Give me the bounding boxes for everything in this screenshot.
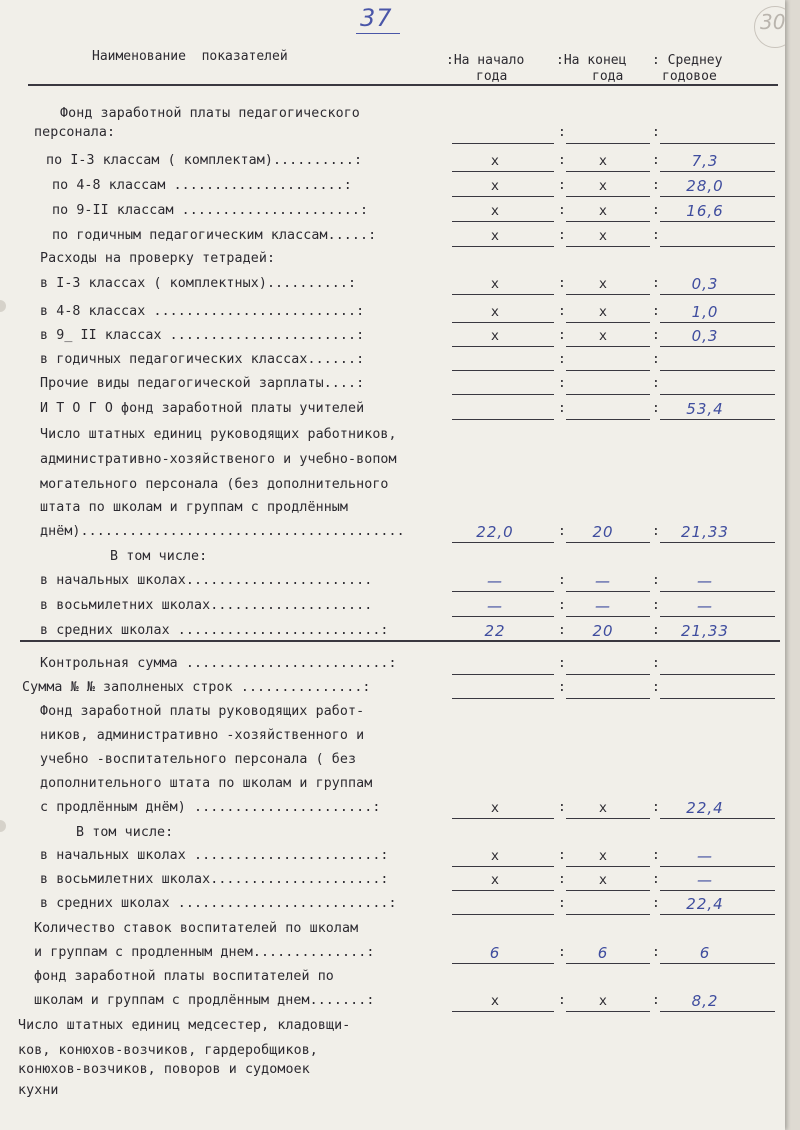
header-start-year-line2: года [476,69,508,84]
column-separator: : [652,304,660,319]
header-end-year-line1: :На конец [556,53,627,68]
table-row [0,845,785,867]
table-row [0,595,785,617]
value-annual-average: — [697,871,713,889]
column-separator: : [652,328,660,343]
row-label: конюхов-возчиков, поворов и судомоек [18,1062,310,1077]
column-separator: : [558,680,566,695]
row-label: административно-хозяйственого и учебно-вопом [40,452,397,467]
table-row [0,773,785,795]
table-row [0,797,785,819]
value-end-of-year: x [598,228,608,244]
column-separator: : [558,328,566,343]
value-underline [566,394,650,395]
row-label: школам и группам с продлённым днем.......: [34,993,375,1008]
value-start-of-year: x [490,993,500,1009]
value-underline [660,370,775,371]
column-separator: : [558,125,566,140]
table-row [0,175,785,197]
value-annual-average: 1,0 [691,303,719,321]
value-start-of-year: x [490,178,500,194]
column-separator: : [558,800,566,815]
value-start-of-year: x [490,800,500,816]
row-label: в средних школах .........................: [40,623,389,638]
table-row [0,122,785,144]
row-label: Контрольная сумма .........................: [40,656,397,671]
value-start-of-year: x [490,848,500,864]
column-separator: : [652,401,660,416]
row-label: днём)........................................ [40,524,405,539]
row-label: Число штатных единиц медсестер, кладовщи- [18,1018,351,1033]
column-separator: : [558,848,566,863]
column-separator: : [558,945,566,960]
value-underline [452,674,554,675]
table-row [0,200,785,222]
row-label: по 4-8 классам .....................: [52,178,352,193]
row-label: В том числе: [76,825,174,840]
header-end-year-line2: года [592,69,624,84]
column-separator: : [558,376,566,391]
row-label: кухни [18,1083,59,1098]
row-label: по 9-II классам ......................: [52,203,369,218]
table-row [0,497,785,519]
row-label: в начальных школах .......................: [40,848,389,863]
row-label: и группам с продленным днем..............: [34,945,375,960]
table-row [0,725,785,747]
column-separator: : [558,573,566,588]
value-annual-average: 0,3 [691,275,719,293]
value-annual-average: 53,4 [686,400,724,418]
row-label: по I-3 классам ( комплектам)..........: [46,153,363,168]
row-label: Прочие виды педагогической зарплаты....: [40,376,365,391]
value-annual-average: 7,3 [691,152,719,170]
value-underline [452,143,554,144]
row-label: дополнительного штата по школам и группам [40,776,373,791]
table-row [0,424,785,446]
value-underline [566,674,650,675]
column-separator: : [652,524,660,539]
table-row [0,1015,785,1037]
value-start-of-year: 22,0 [476,523,514,541]
value-underline [566,370,650,371]
table-row [0,301,785,323]
table-row [0,1080,785,1102]
table-row [0,990,785,1012]
row-label: в восьмилетних школах.................... [40,598,373,613]
row-label: в средних школах ..........................: [40,896,397,911]
row-label: ков, конюхов-возчиков, гардеробщиков, [18,1043,318,1058]
column-separator: : [558,228,566,243]
row-label: в I-3 классах ( комплектных)..........: [40,276,357,291]
corner-page-number: 30 [760,10,785,34]
value-start-of-year: 6 [489,944,501,962]
value-underline [660,698,775,699]
value-start-of-year: x [490,153,500,169]
row-label: с продлённым днём) ......................: [40,800,381,815]
column-separator: : [558,656,566,671]
column-separator: : [558,623,566,638]
table-row [0,1059,785,1081]
value-underline [566,914,650,915]
value-end-of-year: x [598,800,608,816]
column-separator: : [558,896,566,911]
value-start-of-year: x [490,872,500,888]
row-label: Число штатных единиц руководящих работников, [40,427,397,442]
column-separator: : [558,872,566,887]
row-label: Количество ставок воспитателей по школам [34,921,359,936]
column-separator: : [558,276,566,291]
value-annual-average: — [697,597,713,615]
row-label: В том числе: [110,549,208,564]
value-end-of-year: x [598,178,608,194]
table-row [0,546,785,568]
value-end-of-year: — [595,572,611,590]
value-end-of-year: 20 [592,622,614,640]
value-annual-average: 0,3 [691,327,719,345]
column-separator: : [652,125,660,140]
value-start-of-year: x [490,228,500,244]
value-end-of-year: x [598,993,608,1009]
value-underline [566,419,650,420]
value-underline [566,143,650,144]
column-separator: : [558,352,566,367]
row-label: Фонд заработной платы педагогического [60,106,360,121]
table-row [0,474,785,496]
value-underline [452,419,554,420]
value-end-of-year: x [598,203,608,219]
column-separator: : [652,573,660,588]
row-label: учебно -воспитательного персонала ( без [40,752,357,767]
column-separator: : [652,680,660,695]
table-row [0,273,785,295]
table-row [0,677,785,699]
value-annual-average: 21,33 [681,523,729,541]
row-label: в 9_ II классах .......................: [40,328,365,343]
column-separator: : [652,800,660,815]
value-end-of-year: x [598,872,608,888]
page-number: 37 [360,4,393,32]
value-annual-average: 22,4 [686,799,724,817]
value-annual-average: 8,2 [691,992,719,1010]
row-label: Расходы на проверку тетрадей: [40,251,276,266]
column-separator: : [652,656,660,671]
row-label: штата по школам и группам с продлённым [40,500,349,515]
value-annual-average: — [697,847,713,865]
column-separator: : [652,276,660,291]
row-label: персонала: [34,125,116,140]
column-separator: : [652,848,660,863]
table-row [0,248,785,270]
value-underline [566,698,650,699]
table-row [0,653,785,675]
value-start-of-year: x [490,276,500,292]
table-row [0,570,785,592]
header-average-line1: : Среднеу [652,53,723,68]
table-row [0,942,785,964]
value-underline [660,143,775,144]
column-separator: : [558,993,566,1008]
row-label: в начальных школах....................... [40,573,373,588]
column-separator: : [558,153,566,168]
table-row [0,225,785,247]
value-end-of-year: 20 [592,523,614,541]
table-row [0,893,785,915]
row-label: Фонд заработной платы руководящих работ- [40,704,365,719]
value-start-of-year: — [487,597,503,615]
value-annual-average: 21,33 [681,622,729,640]
column-separator: : [558,304,566,319]
column-separator: : [652,376,660,391]
row-label: Сумма № № заполненых строк ...............: [22,680,371,695]
column-separator: : [652,203,660,218]
table-row [0,620,785,642]
header-rule [28,84,778,86]
row-label: в годичных педагогических классах......: [40,352,365,367]
table-row [0,349,785,371]
value-end-of-year: x [598,848,608,864]
column-separator: : [558,524,566,539]
column-separator: : [558,401,566,416]
column-separator: : [652,352,660,367]
value-end-of-year: x [598,276,608,292]
page-number-underline [356,33,400,34]
column-separator: : [652,228,660,243]
row-label: фонд заработной платы воспитателей по [34,969,334,984]
column-separator: : [652,945,660,960]
value-annual-average: 16,6 [686,202,724,220]
column-separator: : [652,153,660,168]
table-row [0,918,785,940]
value-end-of-year: x [598,328,608,344]
table-row [0,749,785,771]
column-separator: : [652,896,660,911]
table-row [0,822,785,844]
value-start-of-year: 22 [484,622,506,640]
value-underline [452,370,554,371]
row-label: И Т О Г О фонд заработной платы учителей [40,401,365,416]
column-separator: : [558,178,566,193]
value-start-of-year: x [490,328,500,344]
row-label: могательного персонала (без дополнительного [40,477,389,492]
value-underline [660,674,775,675]
header-average-line2: годовое [662,69,717,84]
table-row [0,966,785,988]
value-start-of-year: x [490,203,500,219]
value-end-of-year: x [598,153,608,169]
value-underline [660,394,775,395]
table-row [0,150,785,172]
row-label: в восьмилетних школах.....................: [40,872,389,887]
value-end-of-year: 6 [597,944,609,962]
column-separator: : [652,178,660,193]
table-row [0,869,785,891]
table-row [0,325,785,347]
row-label: ников, административно -хозяйственного и [40,728,365,743]
table-row [0,373,785,395]
value-annual-average: — [697,572,713,590]
value-underline [452,698,554,699]
column-separator: : [558,203,566,218]
row-label: по годичным педагогическим классам.....: [52,228,377,243]
column-separator: : [652,623,660,638]
table-row [0,701,785,723]
value-underline [660,246,775,247]
table-row [0,398,785,420]
value-underline [452,914,554,915]
value-annual-average: 22,4 [686,895,724,913]
table-row [0,449,785,471]
value-end-of-year: x [598,304,608,320]
column-separator: : [652,993,660,1008]
value-end-of-year: — [595,597,611,615]
column-separator: : [652,872,660,887]
header-start-year-line1: :На начало [446,53,525,68]
value-start-of-year: x [490,304,500,320]
header-name-column: Наименование показателей [92,49,288,64]
column-separator: : [558,598,566,613]
value-annual-average: 6 [699,944,711,962]
value-underline [452,394,554,395]
table-row [0,521,785,543]
row-label: в 4-8 классах .........................: [40,304,365,319]
value-start-of-year: — [487,572,503,590]
value-annual-average: 28,0 [686,177,724,195]
column-separator: : [652,598,660,613]
